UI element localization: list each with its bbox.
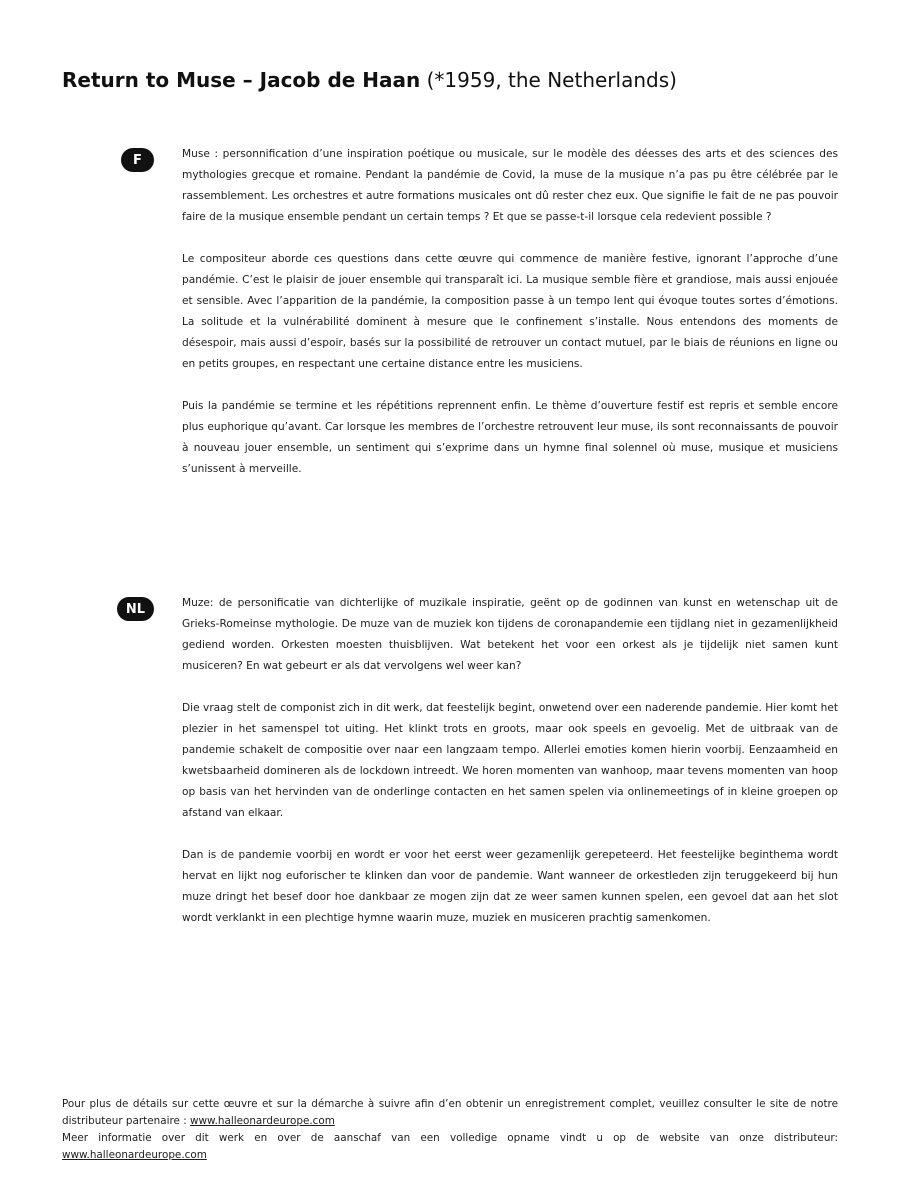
nl-paragraph-3: Dan is de pandemie voorbij en wordt er voor het eerst weer gezamenlijk gerepeteerd. Het feestelijke beginthema wordt hervat en lijkt nog euforischer te klinken dan voor de pandemie. Want wanneer de orkestleden zijn teruggekeerd bij hun muze dringt het besef door hoe dankbaar ze mogen zijn dat ze weer samen kunnen spelen, een gevoel dat aan het slot wordt verklankt in een plechtige hymne waarin muze, muziek en musiceren prachtig samenkomen. — [182, 849, 838, 924]
title-main: Return to Muse – Jacob de Haan — [62, 68, 421, 92]
nl-paragraph-1: Muze: de personificatie van dichterlijke of muzikale inspiratie, geënt op de godinnen van kunst en wetenschap uit de Grieks-Romeinse mythologie. De muze van de muziek kon tijdens de coronapandemie een tijdlang niet in gezamenlijkheid gediend worden. Orkesten moesten thuisblijven. Wat betekent het voor een orkest als je tijdelijk niet samen kunt musiceren? En wat gebeurt er als dat vervolgens wel weer kan? — [182, 597, 838, 672]
footer-fr-text: Pour plus de détails sur cette œuvre et sur la démarche à suivre afin d’en obtenir un enregistrement complet, veuillez consulter le site de notre distributeur partenaire : — [62, 1098, 838, 1127]
distributor-link-fr[interactable]: www.halleonardeurope.com — [190, 1115, 335, 1127]
language-badge-nl: NL — [117, 597, 154, 621]
page-title — [62, 68, 677, 92]
french-section — [182, 144, 838, 480]
fr-paragraph-1: Muse : personnification d’une inspiration poétique ou musicale, sur le modèle des déesses des arts et des sciences des mythologies grecque et romaine. Pendant la pandémie de Covid, la muse de la musique n’a pas pu être célébrée par le rassemblement. Les orchestres et autre formations musicales ont dû rester chez eux. Que signifie le fait de ne pas pouvoir faire de la musique ensemble pendant un certain temps ? Et que se passe-t-il lorsque cela redevient possible ? — [182, 148, 838, 223]
fr-paragraph-2: Le compositeur aborde ces questions dans cette œuvre qui commence de manière festive, ignorant l’approche d’une pandémie. C’est le plaisir de jouer ensemble qui transparaît ici. La musique semble fière et grandiose, mais aussi enjouée et sensible. Avec l’apparition de la pandémie, la composition passe à un tempo lent qui évoque toutes sortes d’émotions. La solitude et la vulnérabilité dominent à mesure que le confinement s’installe. Nous entendons des moments de désespoir, mais aussi d’espoir, basés sur la possibilité de retrouver un contact mutuel, par le biais de réunions en ligne ou en petits groupes, en respectant une certaine distance entre les musiciens. — [182, 253, 838, 370]
footer-fr-note — [62, 1096, 838, 1130]
title-subtitle: (*1959, the Netherlands) — [420, 68, 677, 92]
nl-paragraph-2: Die vraag stelt de componist zich in dit werk, dat feestelijk begint, onwetend over een naderende pandemie. Hier komt het plezier in het samenspel tot uiting. Het klinkt trots en groots, maar ook speels en gevoelig. Met de uitbraak van de pandemie schakelt de compositie over naar een langzaam tempo. Allerlei emoties komen hierin voorbij. Eenzaamheid en kwetsbaarheid domineren als de lockdown intreedt. We horen momenten van wanhoop, maar tevens momenten van hoop op basis van het hervinden van de onderlinge contacten en het samen spelen via onlinemeetings of in kleine groepen op afstand van elkaar. — [182, 702, 838, 819]
footer-nl-text: Meer informatie over dit werk en over de aanschaf van een volledige opname vindt u op de website van onze distributeur: — [62, 1132, 838, 1144]
footer-nl-note — [62, 1130, 838, 1164]
language-badge-fr: F — [121, 148, 154, 172]
fr-paragraph-3: Puis la pandémie se termine et les répétitions reprennent enfin. Le thème d’ouverture festif est repris et semble encore plus euphorique qu’avant. Car lorsque les membres de l’orchestre retrouvent leur muse, ils sont reconnaissants de pouvoir à nouveau jouer ensemble, un sentiment qui s’exprime dans un hymne final solennel où muse, musique et musiciens s’unissent à merveille. — [182, 400, 838, 475]
footer-note — [62, 1096, 838, 1164]
distributor-link-nl[interactable]: www.halleonardeurope.com — [62, 1149, 207, 1161]
dutch-section — [182, 593, 838, 929]
